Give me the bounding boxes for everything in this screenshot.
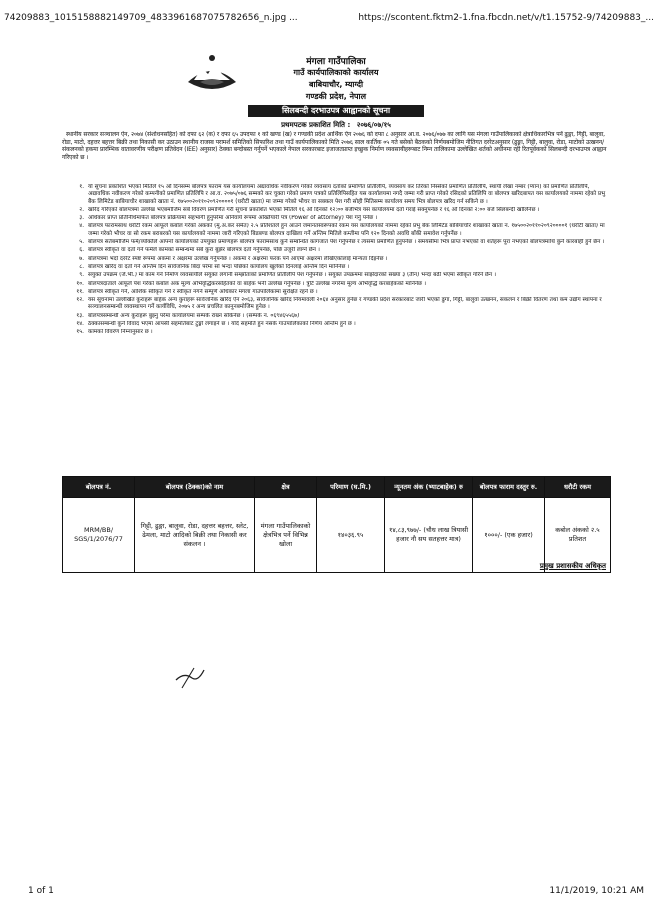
- browser-filename: 74209883_1015158882149709_4833961687075782656_n.jpg ...: [4, 13, 298, 23]
- condition-item: [62, 256, 610, 263]
- condition-number: १.: [79, 184, 84, 190]
- condition-number: २.: [79, 206, 84, 213]
- notice-title: सिलबन्दी दरभाउपत्र आह्वानको सूचना: [248, 105, 424, 117]
- intro-paragraph: स्थानीय सरकार सञ्चालन ऐन, २०७४ (संशोधनसहित) को दफा ६२ (क) र दफा ६५ उपदफा १ को खण्ड (ख) र गण्डकी प्रदेश आर्थिक ऐन २०७६ को दफा ८ अनुसार आ.व. २०७६/०७७ का लागि यस मंगला गाउँपालिकाको क्षेत्राधिकारभित्र पर्ने ढुङ्गा, गिट्टी, बालुवा, रोडा, माटो, दहत्तर बहत्तर बिक्री तथा निकासी कर उठाउन स्थानीय राजस्व परामर्श समितिको सिफारिश तथा गाउँ कार्यपालिकाको मिति २०७६ साल कार्तिक ०५ गते बसेको बैठकको निर्णयबमोजिम नीतिगत दररेटअनुसार (ढुङ्गा, गिट्टी, बालुवा, रोडा, माटोको उत्खनन/संकलनको हकमा प्रारम्भिक वातावरणीय परीक्षण प्रतिवेदन (IEE) अनुसार) ठेक्का बन्दोबस्त गर्नुपर्ने भएकाले नेपाल सरकारबाट इजाजतप्राप्त इच्छुक निर्माण व्यवसायीहरूबाट निम्न तालिकामा उल्लेखित शर्तको अधीनमा रही रितपूर्वकको सिलबन्दी दरभाउपत्र आह्वान गरिएको छ ।: [62, 131, 607, 161]
- condition-item: [62, 281, 610, 288]
- table-header: धरौटी रकम: [545, 477, 611, 498]
- org-name: मंगला गाउँपालिका: [306, 57, 366, 67]
- condition-number: १४.: [76, 321, 84, 328]
- condition-text: बोलपत्रदाताले आफूले पेश गरेको कबोल अंक मूल्य अभिवृद्धिकरसहितको वा बाहेक भनी उल्लेख गर्नुपर्नेछ । त्रुटि उल्लेख नगरेमा मूल्य अभिवृद्धि करबाहेकको मानिनेछ ।: [88, 280, 426, 287]
- condition-text: कामको विवरण निम्नानुसार छ ।: [88, 329, 153, 336]
- condition-item: [62, 184, 610, 206]
- condition-item: [62, 264, 610, 271]
- condition-number: ९.: [79, 272, 84, 279]
- org-province: गण्डकी प्रदेश, नेपाल: [305, 92, 367, 101]
- condition-item: [62, 321, 610, 328]
- condition-number: ७.: [79, 255, 84, 262]
- form-fee-cell: १०००/- (एक हजार): [473, 498, 545, 573]
- condition-item: [62, 272, 610, 279]
- condition-number: ११.: [76, 288, 84, 295]
- deposit-cell: कबोल अंकको २.५ प्रतिशत: [545, 498, 611, 573]
- condition-item: [62, 289, 610, 296]
- condition-item: [62, 239, 610, 246]
- condition-text: ठेक्कासम्बन्धी कुनै विवाद भएमा आपसी सहमतिबाट टुङ्गो लगाइने छ । यदि सहमति हुन नसके गाउँपालिकाको निर्णय अन्तिम हुने छ ।: [88, 321, 356, 328]
- browser-url[interactable]: https://scontent.fktm2-1.fna.fbcdn.net/v/t1.15752-9/74209883_...: [358, 13, 654, 23]
- condition-text: बोलपत्रसम्बन्धी अन्य कुराहरू बुझ्नु परेमा कार्यालयमा सम्पर्क राख्न सकिनेछ । (सम्पर्क नं. ०६९४६५५६७): [88, 312, 300, 319]
- condition-text: यो सूचना प्रकाशित भएको मितिले १५ औं दिनसम्म बोलपत्र फाराम यस कार्यालयमा अद्यावधिक नवीकरण गरेको व्यवसाय दर्ताको प्रमाणित प्रतिलिपि, व्यवसाय कर तिरेको निस्सेको प्रमाणित प्रतिलिपि, स्थायी लेखा नम्बर (प्यान) को प्रमाणित प्रतिलिपि, अद्यावधिक नवीकरण गरेको कम्पनीको प्रमाणित प्रतिलिपि र आ.व. २०७५/०७६ सम्मको कर चुक्ता गरेको प्रमाण पत्रको प्रतिलिपिसहित यस कार्यालयमा नगदै जम्मा गरी प्राप्त गरेको रसिदको प्रतिलिपि वा बोलपत्र खरिदबापत यस कार्यालयको नाममा रहेको प्रभु बैंक लिमिटेड बाबियाचौर शाखाको खाता नं. १७५००२०११०२०९२००००१ (धरौटी खाता) मा जम्मा गरेको भौचर वा सक्कल पेश गरी सोही मितिसम्म कार्यालय समय भित्र बोलपत्र खरिद गर्न सकिने छ ।: [88, 184, 606, 205]
- quantity-cell: १४०३६.९५: [317, 498, 385, 573]
- notice-document: [62, 48, 610, 606]
- condition-text: बोलपत्र स्वीकृत गर्ने, आंशिक स्वीकृत गर्ने र स्वीकृत नगर्ने सम्पूर्ण अधिकार मंगला गाउँपालिकामा सुरक्षित रहने छ ।: [88, 288, 318, 295]
- signatory: प्रमुख प्रशासकीय अधिकृत: [539, 562, 606, 570]
- condition-number: १५.: [76, 329, 84, 336]
- condition-number: १३.: [76, 312, 84, 319]
- publish-date-line: [62, 121, 610, 130]
- condition-text: बोलपत्र फारामसाथ धरौटी रकम आफूले कबोल गरेको अंकको (मु.अ.कर समेत) २.५ प्रतिशतले हुन आउने जमानतस्वरूपको रकम यस कार्यालयको नाममा रहेको प्रभु बैंक लिमिटेड बाबियाचौर शाखाको खाता नं. १७५००२०११०२०९२००००१ (धरौटी खाता) मा जम्मा गरेको भौचर वा सो रकम बराबरको यस कार्यालयको नाममा जारी गरिएको बिडबण्ड बोलपत्र दाखिला गर्ने अन्तिम मितिले कम्तीमा पनि १२० दिनको अवधि बाँकी समावेश गर्नुपर्नेछ ।: [88, 223, 605, 237]
- print-datetime: 11/1/2019, 10:21 AM: [549, 886, 644, 896]
- condition-item: [62, 207, 610, 214]
- bid-number-cell: MRM/BB/ SGS/1/2076/77: [63, 498, 135, 573]
- condition-number: ६.: [79, 247, 84, 254]
- condition-number: ८.: [79, 263, 84, 270]
- table-header: न्यूनतम अंक (भ्याटबाहेक) रु: [385, 477, 473, 498]
- table-row: [63, 498, 611, 573]
- pen-mark-icon: [172, 662, 208, 692]
- page-count: 1 of 1: [28, 886, 54, 896]
- table-header: बोलपत्र (ठेक्का)को नाम: [135, 477, 255, 498]
- condition-text: बोलपत्र सर्तबमोजिम फर्म/व्यक्तिले आफ्नो कार्यालयको उपयुक्त प्रमाणहरू बोलपत्र फारामसाथ कुनै सम्बन्धित कागजात पेश गर्नुपर्नेछ र त्यसमा प्रमाणित हुनुपर्नेछ । समयसीमा भित्र प्राप्त नभएको वा शर्तहरू पूरा नभएको बोलपत्रमाथि कुनै कारबाही हुने छैन ।: [88, 239, 605, 246]
- org-office: गाउँ कार्यपालिकाको कार्यालय: [293, 68, 379, 77]
- minimum-amount-cell: १४,८३,९७७/- (चौध लाख त्रियासी हजार नौ सय सतहत्तर मात्र): [385, 498, 473, 573]
- condition-text: संयुक्त उपक्रम (जे.भी.) मा काम गर्ने निर्माण व्यवसायीले संयुक्त लगानी सम्झौताको प्रमाणित प्रतिलिपि पेश गर्नुपर्नेछ । संयुक्त उपक्रममा साझेदारको संख्या ३ (तीन) भन्दा बढी भएमा स्वीकृत गरिने छैन ।: [88, 272, 497, 279]
- org-location: बाबियाचौर, म्याग्दी: [308, 80, 364, 89]
- condition-item: [62, 313, 610, 320]
- table-header: परिमाण (घ.मि.): [317, 477, 385, 498]
- condition-text: अधिकार प्राप्त प्रतिनिधिमार्फत बोलपत्र प्रक्रियामा सहभागी हुनुपरेमा अनिवार्य रूपमा अख्तियारी पत्र (Power of attorney) पेश गर्नु पर्नेछ ।: [88, 215, 378, 222]
- table-header: क्षेत्र: [255, 477, 317, 498]
- condition-number: १०.: [76, 280, 84, 287]
- condition-item: [62, 215, 610, 222]
- condition-number: १२.: [76, 297, 84, 304]
- table-header: बोलपत्र नं.: [63, 477, 135, 498]
- condition-item: [62, 329, 610, 336]
- condition-number: ५.: [79, 239, 84, 246]
- condition-text: बोलपत्र खरिद वा दर्ता गर्ने अन्तिम दिन सार्वजनिक बिदा परेमा सो भन्दा पछिको कार्यालय खुलेको दिनलाई अन्तिम दिन मानिनेछ ।: [88, 263, 350, 270]
- condition-item: [62, 247, 610, 254]
- condition-number: ३.: [79, 215, 84, 222]
- condition-item: [62, 223, 610, 238]
- publish-date: २०७६/०७/१५: [356, 121, 391, 129]
- condition-text: बोलपत्र स्वीकृत वा दर्ता गर्ने फर्मले कामको सम्बन्धमा सबै कुरा बुझेर बोलपत्र दर्ता गर्नुपर्नेछ, पछि उजुरी लाग्ने छैन ।: [88, 247, 320, 254]
- area-cell: मंगला गाउँपालिकाको क्षेत्रभित्र पर्ने विभिन्न खोला: [255, 498, 317, 573]
- condition-text: यस सूचनामा उल्लेखित कुराहरू बाहेक अन्य कुराहरू सार्वजनिक खरिद ऐन २०६३, सार्वजनिक खरिद नियमावली २०६४ अनुसार हुनेछ र गण्डकी प्रदेश सरकारबाट जारी भएको ढुंगा, गिट्टी, बालुवा उत्खनन, संकलन र बिक्री वितरण तथा कम उद्योग स्थापना र सञ्चालनसम्बन्धी व्यवस्थापन गर्ने कार्यविधि, २०७५ र अन्य प्रचलित कानुनबमोजिम हुनेछ ।: [88, 297, 602, 311]
- work-details-table: [62, 476, 611, 573]
- table-header: बोलपत्र फाराम दस्तुर रु.: [473, 477, 545, 498]
- condition-text: खरिद गरिएको बोलपत्रमा उल्लेख भएबमोजिम सबै विवरण प्रमाणित गरी सूचना प्रकाशित भएको मितिले १६ औं दिनको १२:०० बजेभित्र यस कार्यालयमा दर्ता गराई सक्नुपर्नेछ र १६ औं दिनको २:०० बजे सिलबन्दी खोलिनेछ ।: [88, 206, 540, 213]
- condition-text: बोलपत्रमा भर्दा दररेट स्पष्ट रूपमा अंकमा र अक्षरमा उल्लेख गर्नुपर्नेछ । अंकमा र अक्षरमा फरक पर्न आएमा अक्षरमा लेखिएकोलाई मान्यता दिइनेछ ।: [88, 255, 388, 262]
- condition-number: ४.: [79, 223, 84, 230]
- publish-label: प्रथमपटक प्रकाशित मिति :: [281, 121, 351, 129]
- conditions-list: [62, 184, 610, 338]
- condition-item: [62, 297, 610, 312]
- table-header-row: [63, 477, 611, 498]
- contract-name-cell: गिट्टी, ढुङ्गा, बालुवा, रोडा, दहत्तर बहत्तर, स्लेट, ढेमला, माटो आदिको बिक्री तथा निकासी कर संकलन ।: [135, 498, 255, 573]
